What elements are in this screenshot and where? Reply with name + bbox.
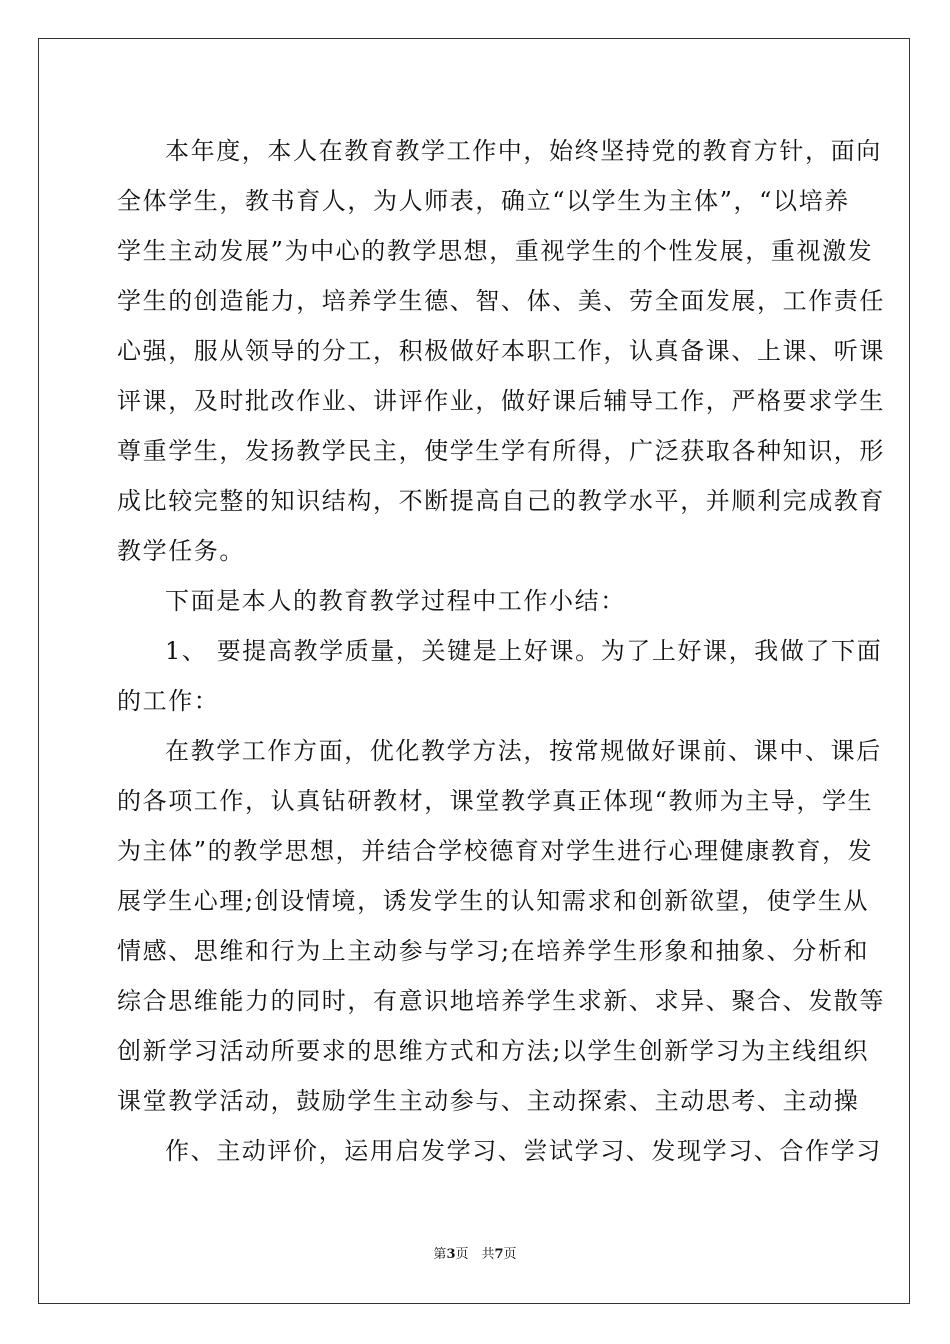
text-line: 的工作： (117, 687, 220, 715)
text-line: 全体学生，教书育人，为人师表，确立“以学生为主体”，“以培养 (117, 187, 850, 215)
page-current: 3 (446, 1247, 456, 1262)
text-line: 学生的创造能力，培养学生德、智、体、美、劳全面发展，工作责任 (117, 287, 885, 315)
text-line: 教学任务。 (117, 537, 245, 565)
text-line: 本年度，本人在教育教学工作中，始终坚持党的教育方针，面向 (165, 137, 882, 165)
text-line: 尊重学生，发扬教学民主，使学生学有所得，广泛获取各种知识，形 (117, 437, 885, 465)
footer-prefix: 第 (433, 1247, 447, 1262)
text-line: 评课，及时批改作业、讲评作业，做好课后辅导工作，严格要求学生 (117, 387, 885, 415)
text-line: 1、 要提高教学质量，关键是上好课。为了上好课，我做了下面 (165, 637, 883, 665)
text-line: 为主体”的教学思想，并结合学校德育对学生进行心理健康教育，发 (117, 837, 874, 865)
page-total: 7 (494, 1247, 504, 1262)
footer-suffix: 页 (503, 1247, 517, 1262)
text-line: 的各项工作，认真钻研教材，课堂教学真正体现“教师为主导，学生 (117, 787, 874, 815)
footer-mid: 页 共 (455, 1247, 495, 1262)
text-line: 学生主动发展”为中心的教学思想，重视学生的个性发展，重视激发 (117, 237, 874, 265)
text-line: 下面是本人的教育教学过程中工作小结： (165, 587, 626, 615)
text-line: 在教学工作方面，优化教学方法，按常规做好课前、课中、课后 (165, 737, 882, 765)
text-line: 心强，服从领导的分工，积极做好本职工作，认真备课、上课、听课 (117, 337, 885, 365)
text-line: 创新学习活动所要求的思维方式和方法;以学生创新学习为主线组织 (117, 1037, 870, 1065)
text-line: 综合思维能力的同时，有意识地培养学生求新、求异、聚合、发散等 (117, 987, 885, 1015)
text-line: 情感、思维和行为上主动参与学习;在培养学生形象和抽象、分析和 (117, 937, 870, 965)
text-line: 课堂教学活动，鼓励学生主动参与、主动探索、主动思考、主动操 (117, 1087, 860, 1115)
text-line: 作、主动评价，运用启发学习、尝试学习、发现学习、合作学习 (165, 1137, 882, 1165)
page-footer (0, 1247, 950, 1263)
text-line: 成比较完整的知识结构，不断提高自己的教学水平，并顺利完成教育 (117, 487, 885, 515)
text-line: 展学生心理;创设情境，诱发学生的认知需求和创新欲望，使学生从 (117, 887, 870, 915)
